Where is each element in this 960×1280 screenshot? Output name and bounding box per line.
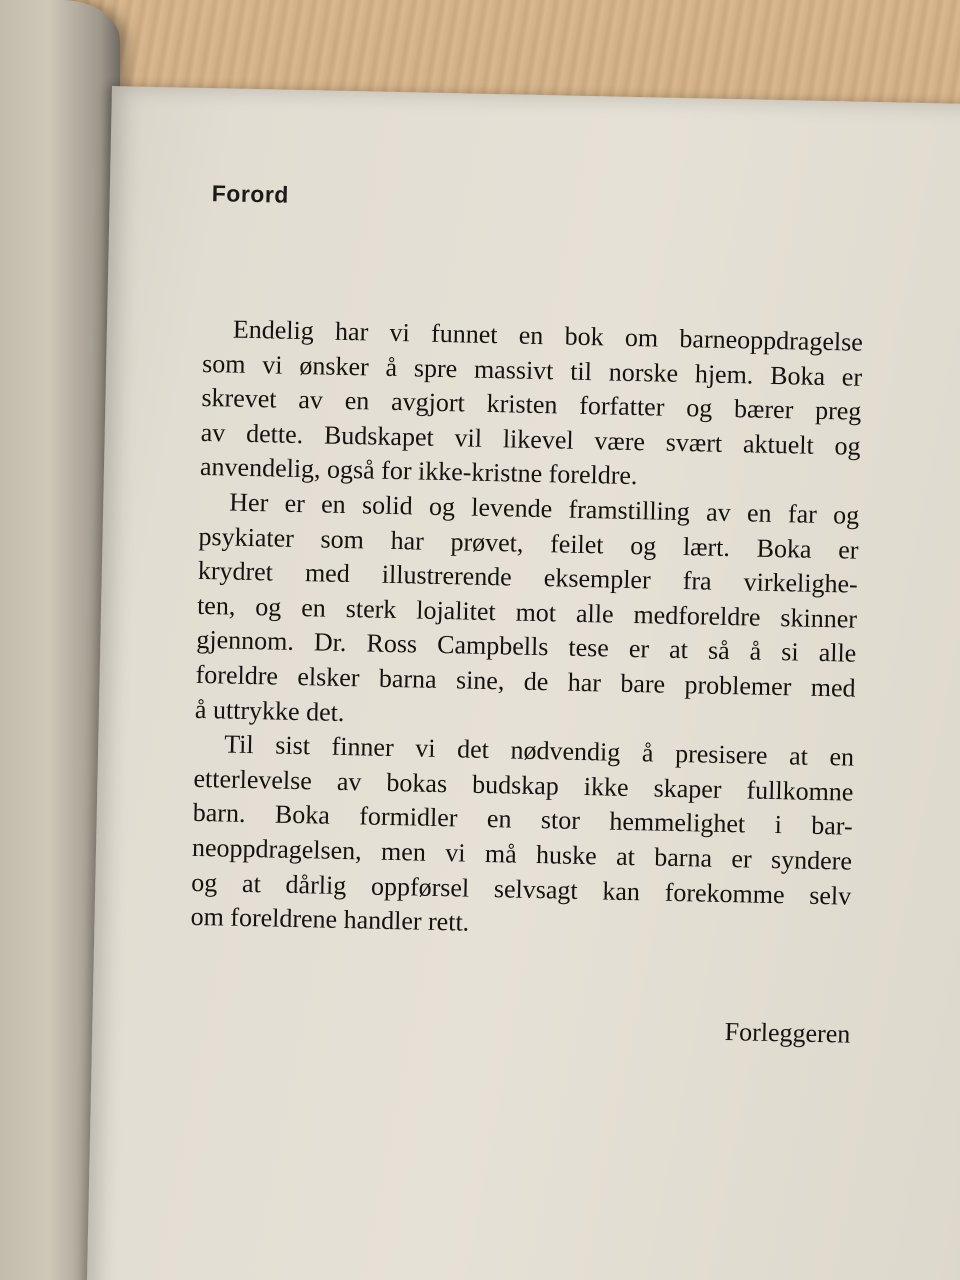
text-line: Til sist finner vi det nødvendig å presisere at en — [223, 729, 855, 772]
text-line: gjennom. Dr. Ross Campbells tese er at så å si alle — [196, 625, 857, 669]
text-line: etterlevelse av bokas budskap ikke skaper fullkomne — [193, 763, 854, 807]
text-line: av dette. Budskapet vil likevel være svært aktuelt og — [200, 417, 861, 461]
page-heading: Forord — [211, 180, 290, 208]
text-line: foreldre elsker barna sine, de har bare problemer med — [195, 659, 856, 703]
preface-text — [190, 312, 863, 948]
text-line: ten, og en sterk lojalitet mot alle medforeldre skinner — [196, 590, 858, 634]
text-line: anvendelig, også for ikke-kristne foreldre. — [199, 452, 638, 491]
text-line: skrevet av en avgjort kristen forfatter og bærer preg — [201, 383, 862, 426]
text-line: om foreldrene handler rett. — [190, 901, 470, 937]
text-line: som vi ønsker å spre massivt til norske hjem. Boka er — [201, 348, 863, 392]
text-line: barn. Boka formidler en stor hemmelighet i bar- — [192, 798, 853, 841]
text-line: å uttrykke det. — [194, 694, 345, 727]
text-line: og at dårlig oppførsel selvsagt kan forekomme selv — [191, 867, 852, 911]
paragraph-3 — [190, 727, 854, 948]
paragraph-1 — [200, 312, 863, 499]
text-line: Endelig har vi funnet en bok om barneoppdragelse — [232, 314, 864, 357]
book-page — [86, 86, 960, 1280]
text-line: psykiater som har prøvet, feilet og lært. Boka er — [198, 521, 859, 565]
text-line: neoppdragelsen, men vi må huske at barna er syndere — [191, 832, 853, 876]
text-line: Her er en solid og levende framstilling av en far og — [229, 487, 860, 530]
text-line: krydret med illustrerende eksempler fra virkelighe- — [197, 556, 859, 599]
paragraph-2 — [195, 485, 860, 741]
signature: Forleggeren — [724, 1017, 851, 1049]
